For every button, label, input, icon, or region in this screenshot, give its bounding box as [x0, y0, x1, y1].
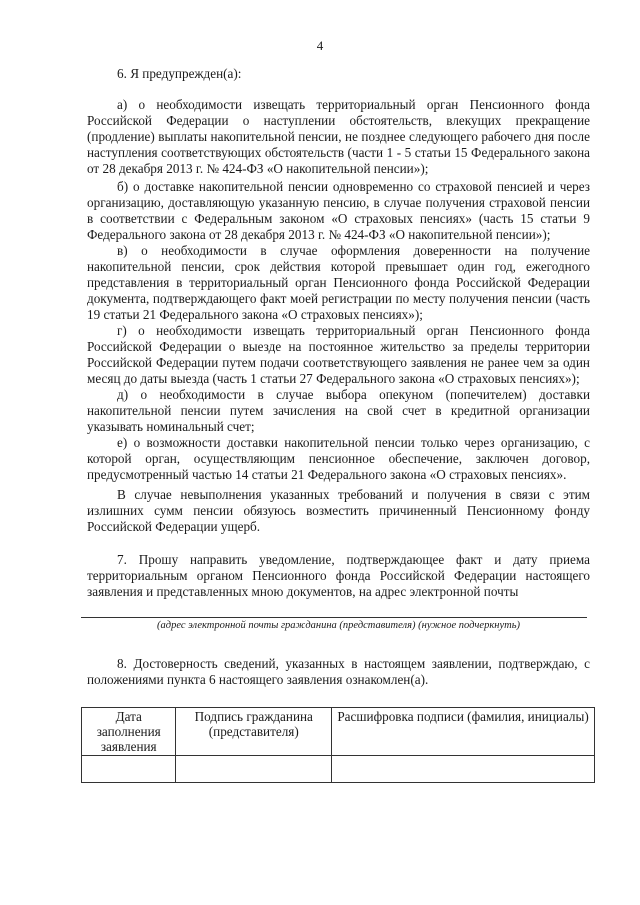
page-number: 4: [316, 38, 324, 53]
signature-table-row: [82, 756, 595, 783]
header-signature: Подпись гражданина (представителя): [176, 708, 332, 756]
section-6-item-d: д) о необходимости в случае выбора опекуном (попечителем) доставки накопительной пенсии путем зачисления на свой счет в кредитной организации указывать номинальный счет;: [87, 387, 590, 434]
section-7-text: 7. Прошу направить уведомление, подтверждающее факт и дату приема территориальным органом Пенсионного фонда Российской Федерации настоящего заявления и представленных мною документов, на адрес электронной почты: [87, 552, 590, 599]
section-6-item-b: б) о доставке накопительной пенсии одновременно со страховой пенсией и через организацию, доставляющую указанную пенсию, в случае получения страховой пенсии в соответствии с Федеральным законом «О страховых пенсиях» (часть 15 статьи 9 Федерального закона от 28 декабря 2013 г. № 424-ФЗ «О накопительной пенсии»);: [87, 179, 590, 242]
section-6-item-v: в) о необходимости в случае оформления доверенности на получение накопительной пенсии, срок действия которой превышает один год, ежегодного представления в территориальный орган Пенсионного фонда Российской Федерации документа, подтверждающего факт моей регистрации по месту получения пенсии (часть 19 статьи 21 Федерального закона «О страховых пенсиях»);: [87, 243, 590, 322]
section-6-item-a: а) о необходимости извещать территориальный орган Пенсионного фонда Российской Федерации о наступлении обстоятельств, влекущих прекращение (продление) выплаты накопительной пенсии, не позднее следующего рабочего дня после наступления соответствующих обстоятельств (части 1 - 5 статьи 15 Федерального закона от 28 декабря 2013 г. № 424-ФЗ «О накопительной пенсии»);: [87, 97, 590, 176]
section-6-warning: В случае невыполнения указанных требований и получения в связи с этим излишних сумм пенсии обязуюсь возместить причиненный Пенсионному фонду Российской Федерации ущерб.: [87, 487, 590, 534]
section-8-text: 8. Достоверность сведений, указанных в настоящем заявлении, подтверждаю, с положениями пункта 6 настоящего заявления ознакомлен(а).: [87, 656, 590, 687]
header-signature-decoding: Расшифровка подписи (фамилия, инициалы): [332, 708, 595, 756]
signature-table-header: [82, 708, 595, 756]
signature-table: [81, 707, 595, 783]
signature-decoding-cell[interactable]: [332, 756, 595, 783]
date-cell[interactable]: [82, 756, 176, 783]
email-input-line[interactable]: [81, 600, 587, 618]
section-6-heading: 6. Я предупрежден(а):: [117, 66, 242, 81]
signature-cell[interactable]: [176, 756, 332, 783]
section-6-item-g: г) о необходимости извещать территориальный орган Пенсионного фонда Российской Федерации о выезде на постоянное жительство за пределы территории Российской Федерации путем подачи соответствующего заявления не ранее чем за один месяц до даты выезда (часть 1 статьи 27 Федерального закона «О страховых пенсиях»);: [87, 323, 590, 386]
email-caption: (адрес электронной почты гражданина (представителя) (нужное подчеркнуть): [157, 620, 520, 631]
section-6-item-e: е) о возможности доставки накопительной пенсии только через организацию, с которой орган, осуществляющим пенсионное обеспечение, заключен договор, предусмотренный частью 14 статьи 21 Федерального закона «О страховых пенсиях».: [87, 435, 590, 482]
header-date: Дата заполнения заявления: [82, 708, 176, 756]
document-body: [87, 66, 590, 783]
